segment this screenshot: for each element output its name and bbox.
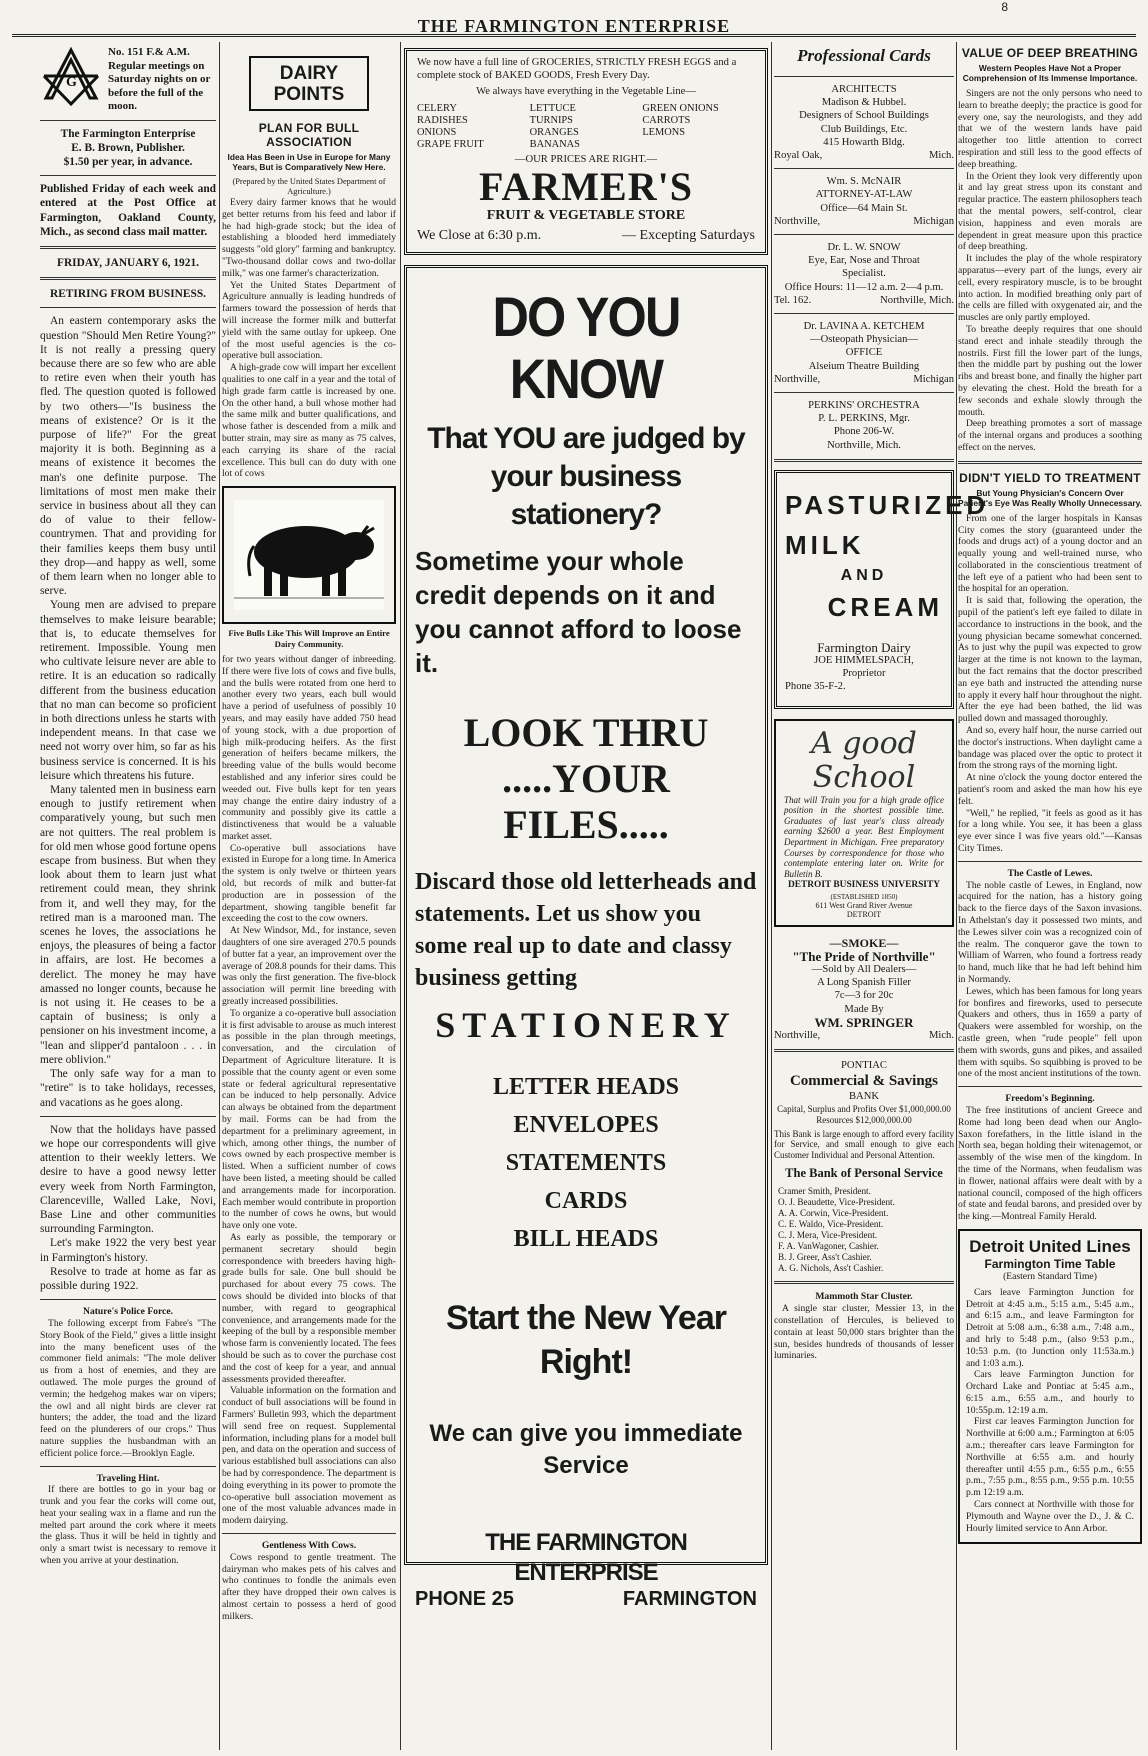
column-divider	[956, 42, 957, 1750]
article-paragraph: At New Windsor, Md., for instance, seven daughters of one sire averaged 270.5 pounds of butter fat a year, an improvement over the average of 208.8 pounds for their dams. This was only the first generation. The five-block association will permit line breeding with greatly increased possibilities.	[222, 925, 396, 1008]
card-line: Northville,	[774, 373, 821, 385]
card-line: Eye, Ear, Nose and Throat	[808, 255, 920, 267]
bank-officer: C. E. Waldo, Vice-President.	[778, 1219, 884, 1230]
bull-association-subhead: Idea Has Been in Use in Europe for Many Years, But is Comparatively New Here.	[227, 152, 391, 172]
do-you-know-headline: DO YOU KNOW	[492, 285, 680, 411]
article-paragraph: A high-grade cow will impart her excellent qualities to one calf in a year and the total of high grade farm cattle is increased by one. On the other hand, a bull whose mother had the same milk and butter qualifications, and whose father is descended from a milk and butter strain, may sire as many as 75 calves, each carrying its share of the racial excellence. This bull can do duty with one lot of cows	[222, 362, 396, 480]
article-paragraph: "Well," he replied, "it feels as good as it has for a long while. You see, it has been a glass eye ever since I was five years old."—Kansas City Times.	[958, 807, 1142, 855]
bank-slogan: The Bank of Personal Service	[785, 1166, 943, 1181]
bank-officer: Cramer Smith, President.	[778, 1186, 871, 1197]
svg-text:G: G	[66, 75, 77, 90]
subscription-price: $1.50 per year, in advance.	[63, 155, 193, 168]
stationery-word: STATIONERY	[435, 1005, 737, 1046]
card-line: PONTIAC	[841, 1060, 887, 1072]
milk-word: CREAM	[827, 591, 943, 622]
timetable-paragraph: First car leaves Farmington Junction for Northville at 6:00 a.m.; Farmington at 6:05 a.m.; thereafter cars leave Farmington for Northville at 6:55 a.m. and hourly thereafter until 4:55 p.m., 6:55 p.m., 6:55 p.m., 7:55 p.m., 8:55 p.m., 9:55 p.m. 10:55 p.m 12:19 a.m.	[966, 1416, 1134, 1499]
article-paragraph: Every dairy farmer knows that he would get better returns from his feed and labor if he had high-grade stock; but the idea of establishing a blooded herd immediately suggests "old glory" farming and bankruptcy. "Two-thousand dollar cows and two-dollar milk," was one farmer's characterization.	[222, 197, 397, 279]
stationery-item: LETTER HEADS	[492, 1074, 680, 1101]
judged-line: That YOU are judged by your business stationery?	[427, 422, 745, 532]
lodge-number: No. 151 F.& A.M.	[108, 46, 190, 58]
bull-illustration	[222, 486, 396, 624]
newspaper-title: THE FARMINGTON ENTERPRISE	[417, 16, 731, 36]
card-line: 7c—3 for 20c	[834, 990, 894, 1002]
card-line: Madison & Hubbel.	[821, 97, 907, 109]
bank-officer: B. J. Greer, Ass't Cashier.	[778, 1252, 872, 1263]
farmers-store-ad	[404, 48, 768, 255]
card-line: Michigan	[913, 215, 954, 227]
bank-officer: C. J. Mera, Vice-President.	[778, 1230, 878, 1241]
retiring-paragraph: Many talented men in business earn enough to justify retirement when comparatively young, but such men are not quitters. The real problem is for old men whose good fortune opens escape from business. But when they look about them to learn just what retirement could mean, they shrink from it, and well they may, for the retired man is a marooned man. The scenes he loves, the associations he enjoys, the pleasures of being a factor in affairs, are lost. He becomes a derelict. The money he may have amassed no longer counts, because he is not using it. He ceases to be a captain of business; is only a pensioner on his investment income, a "lean and slipper'd pantaloon . . . in mere oblivion."	[40, 784, 216, 1066]
school-script-heading: A good School	[811, 725, 917, 795]
column-3	[404, 42, 768, 1750]
card-line: PERKINS' ORCHESTRA	[808, 400, 920, 412]
article-paragraph: Singers are not the only persons who need to learn to breathe deeply; the practice is good for every one, say the neurologists, and they add that we of the western lands have paid altogether too little attention to correct respiration and still less to the good effects of deep breathing.	[958, 88, 1142, 170]
card-line: P. L. PERKINS, Mgr.	[818, 413, 910, 425]
prices-line: —OUR PRICES ARE RIGHT.—	[514, 153, 658, 165]
column-1	[40, 42, 216, 1750]
card-line: ATTORNEY-AT-LAW	[815, 189, 913, 201]
vegetable-item: ONIONS	[417, 126, 457, 138]
article-paragraph: It is said that, following the operation, the pupil of the patient's left eye failed to dilate in accordance to instructions in the book, and the young physician became somewhat concerned. As to just why the pupil was expected to grow larger at the time is not known to the layman, but the fact remains that the doctor prescribed an eye bath and instructed the attending nurse to apply it every half hour throughout the night. After the eye had been bathed, the lid was pulled down and massaged thoroughly.	[958, 595, 1142, 725]
breathing-headline: VALUE OF DEEP BREATHING	[961, 46, 1139, 60]
lewes-headline: The Castle of Lewes.	[1007, 867, 1093, 879]
new-year-line: Start the New Year Right!	[446, 1299, 726, 1382]
card-line: ARCHITECTS	[831, 84, 897, 95]
masthead	[0, 0, 1148, 34]
vegetable-item: RADISHES	[417, 114, 468, 126]
article-paragraph: Co-operative bull associations have existed in Europe for a long time. In America the system is only twelve or thirteen years old, but records of milk and butter-fat production are in possession of the department, showing tangible benefit far exceeding the cost to the cow owners.	[222, 842, 396, 925]
credit-line: Sometime your whole credit depends on it and you cannot afford to loose it.	[415, 546, 742, 679]
closing-time: We Close at 6:30 p.m.	[417, 228, 542, 244]
bank-officer: A. G. Nichols, Ass't Cashier.	[778, 1263, 884, 1274]
retiring-paragraph: An eastern contemporary asks the question "Should Men Retire Young?" It is not really a pressing query because there are so few who are able to retire even when their youth has fled. The question quoted is followed by two others—"Is business the means of existence? Or is it the purpose of life?" For the great majority it is both. Beginning as a means of existence it becomes the man's one definite purpose. The limitations of most men make their service in business about all they can do of value to their fellow-countrymen. That and providing for their families keeps them busy until they drop—and happy as well, some of them learn when no longer able to serve.	[40, 315, 216, 598]
store-name: FARMER'S	[479, 164, 693, 210]
holidays-paragraph: Let's make 1922 the very best year in Farmington's history.	[40, 1237, 216, 1264]
article-paragraph: Lewes, which has been famous for long years for bonfires and fireworks, used to persecute Quakers and others, thus in 1659 a party of Quakers were assembled for worship, on the castle green, when "rude people" fell upon them with swords, guns and pikes, and assailed them with squibs. So squibbing is proved to be one of the most ancient institutions of the town.	[958, 985, 1142, 1080]
smoke-ad	[774, 937, 954, 1043]
article-paragraph: Valuable information on the formation and conduct of bull associations will be found in Farmers' Bulletin 993, which the department will send free on request. Supplemental information, including plans for a model bull pen, and data on the operation and success of various established bull associations can also be had by correspondence. The department is doing everything in its power to promote the co-operative bull association movement as one of the most valuable advances made in modern dairying.	[222, 1385, 396, 1527]
travel-headline: Traveling Hint.	[96, 1472, 160, 1484]
card-line: Capital, Surplus and Profits Over $1,000,000.00	[777, 1103, 951, 1114]
bank-officer: O. J. Beaudette, Vice-President.	[778, 1197, 895, 1208]
stationery-ad	[404, 265, 768, 1611]
lodge-notice	[40, 46, 216, 114]
timetable-paragraph: Cars leave Farmington Junction for Orchard Lake and Pontiac at 5:45 a.m., 6:15 a.m., 6:55 a.m., and hourly to 10:55p.m. 12:19 a.m.	[966, 1369, 1134, 1416]
freedom-headline: Freedom's Beginning.	[1005, 1093, 1095, 1105]
column-4	[774, 42, 990, 1750]
travel-text: If there are bottles to go in your bag or trunk and you fear the corks will come out, heat your sealing wax in a flame and run the melted part around the cork where it meets the glass. Thus it will be held in tightly and only a smart twist is necessary to remove it when you arrive at your destination.	[40, 1484, 216, 1567]
card-line: Michigan	[913, 373, 954, 385]
store-hours	[417, 228, 755, 244]
dairy-name: Farmington Dairy	[817, 639, 911, 655]
dairy-role: Proprietor	[842, 668, 886, 680]
vegetable-item: CELERY	[417, 102, 457, 114]
osteopath-card	[774, 320, 954, 386]
article-paragraph: It includes the play of the whole respiratory apparatus—every part of the lungs, every air cell, every respiratory muscle, is to be brought into action. In modified breathing only part of the cells are filled with oxygenated air, and the muscles are only partly employed.	[958, 253, 1142, 324]
bank-officers	[774, 1186, 954, 1274]
card-line: Northville,	[774, 215, 821, 227]
retiring-paragraph: Young men are advised to prepare themselves to make leisure bearable; that is, to educate themselves for retirement. Impossible. Young men who cultivate leisure never are able to retire. It is an education so radically different from the business education that no man can become so proficient in both directions unless he starts with independent means. In that case we need not worry over him, so far as his business service is concerned. It is his leisure which threatens his future.	[40, 599, 216, 782]
column-divider	[771, 42, 772, 1750]
card-line: Northville, Mich.	[880, 294, 954, 306]
police-headline: Nature's Police Force.	[83, 1306, 173, 1318]
article-paragraph: The free institutions of ancient Greece and Rome had long been dead when our Anglo-Saxon forefathers, in the little island in the North sea, began holding their witenagemot, or assembly of the wise men of the kingdom. In the time of the Normans, when feudalism was in flower, national affairs were dealt with by a national council, composed of the high officers of state and feudal barons, and presided over by the king.—Montreal Family Herald.	[958, 1104, 1142, 1223]
dairy-phone: Phone 35-F-2.	[785, 681, 846, 693]
discard-line: Discard those old letterheads and statements. Let us show you some real up to date and classy business getting	[415, 869, 757, 992]
stationery-item: STATEMENTS	[505, 1150, 667, 1177]
article-paragraph: To breathe deeply requires that one should stand erect and inhale steadily through the nostrils. First fill the lower part of the lungs, then the middle part by pushing out the lower ribs and breast bone, and finally the higher part by elevating the chest. Hold the breath for a few seconds and exhale slowly through the mouth.	[958, 323, 1142, 418]
enterprise-signature: THE FARMINGTON ENTERPRISE	[485, 1529, 687, 1587]
vegetable-item: GRAPE FRUIT	[417, 138, 484, 150]
card-line: Alseium Theatre Building	[808, 360, 920, 372]
article-paragraph: for two years without danger of inbreeding. If there were five lots of cows and five bulls, and the bulls were rotated from one herd to another every two years, each bull would have a period of usefulness of possibly 10 years, and may easily have added 750 head of young stock, with a due proportion of high milk-producing heifers. As the first generation of heifers became milkers, the breeding value of the bulls would become established and any inferior sires could be weeded out. Five bulls kept for ten years may change the entire dairy industry of a community and possibly give its cattle a distinctiveness that would be a valuable market asset.	[222, 653, 396, 842]
look-thru-files: LOOK THRU .....YOUR FILES.....	[463, 710, 709, 848]
retiring-headline: RETIRING FROM BUSINESS.	[49, 288, 207, 301]
card-line: —Osteopath Physician—	[810, 334, 918, 346]
cows-text: Cows respond to gentle treatment. The dairyman who makes pets of his calves and who continues to fondle the animals even after they have dropped their own calves is almost certain to possess a herd of good milkers.	[222, 1551, 396, 1622]
milk-word: PASTURIZED	[785, 489, 990, 520]
dairy-points-box: DAIRY POINTS	[249, 56, 369, 111]
holidays-paragraph: Now that the holidays have passed we hope our correspondents will give attention to their weekly letters. We desire to have a good newsy letter every week from North Farmington, Clarenceville, Walled Lake, Novi, Base Line and other communities surrounding Farmington.	[40, 1123, 216, 1236]
doctor-card	[774, 241, 954, 307]
card-line: Tel. 162.	[774, 294, 812, 306]
dairy-owner: JOE HIMMELSPACH,	[814, 655, 914, 667]
stationery-items	[415, 1068, 757, 1258]
card-line: Designers of School Buildings	[799, 110, 929, 122]
card-line: Mich.	[928, 150, 954, 162]
closing-exception: — Excepting Saturdays	[622, 228, 755, 244]
vegetable-item: TURNIPS	[529, 114, 573, 126]
timetable-standard: (Eastern Standard Time)	[1003, 1270, 1097, 1282]
dairy-milk-ad	[774, 470, 990, 709]
article-paragraph: Deep breathing promotes a sort of massage of the internal organs and produces a soothing effect on the nerves.	[958, 418, 1142, 453]
card-line: "The Pride of Northville"	[792, 948, 936, 964]
yield-headline: DIDN'T YIELD TO TREATMENT	[959, 470, 1141, 485]
page-number: 8	[1001, 0, 1008, 14]
timetable-paragraph: Cars leave Farmington Junction for Detroit at 4:45 a.m., 5:15 a.m., 5:45 a.m., and 6:15 a.m., and leave Farmington for Detroit at 5:08 a.m., 6:38 a.m., 7:48 a.m., and hrly to 5:48 p.m., (also 9:53 p.m., 10:53 p.m. (to Junction only 11:53a.m.) and 1:03 a.m.).	[966, 1286, 1134, 1369]
bank-name: Commercial & Savings	[789, 1073, 939, 1090]
card-line: Northville,	[774, 1030, 821, 1042]
milk-word: MILK	[785, 529, 865, 560]
card-line: A Long Spanish Filler	[817, 977, 911, 989]
school-name: DETROIT BUSINESS UNIVERSITY	[788, 880, 940, 891]
orchestra-card	[774, 399, 954, 452]
article-paragraph: In the Orient they look very differently upon it and lay great stress upon its constant and regular practice. The eastern philosophers teach that the mental powers, self-control, clear vision, happiness and even morals are dependent in great measure upon this practice of deep breathing.	[958, 170, 1142, 253]
column-2	[222, 42, 396, 1750]
store-subtitle: FRUIT & VEGETABLE STORE	[486, 208, 686, 224]
card-line: Office—64 Main St.	[820, 202, 908, 214]
vegetable-item: LEMONS	[642, 126, 686, 138]
card-line: Resources $12,000,000.00	[816, 1114, 912, 1125]
card-line: Specialist.	[842, 268, 886, 280]
stationery-item: BILL HEADS	[513, 1226, 659, 1253]
article-paragraph: As early as possible, the temporary or permanent secretary should begin correspondence with breeders having high-grade bulls for sale. One bull should be purchased for about every 75 cows. The cows should be divided into blocks of that number, with regard to geographical convenience, and arrangements made for the keeping of the bull by a responsible member whose farm is conveniently located. The fees should be such as to cover the purchase cost and the cost of keep for a year, and annual assessments provided thereafter.	[222, 1231, 396, 1385]
bull-association-headline: PLAN FOR BULL ASSOCIATION	[258, 121, 360, 149]
enterprise-phone: PHONE 25	[415, 1588, 514, 1611]
masonic-emblem-icon	[40, 46, 102, 108]
bull-image	[234, 500, 384, 610]
article-paragraph: From one of the larger hospitals in Kansas City comes the story (guaranteed under the foods and drugs act) of a young doctor and an equally young and well-trained nurse, who collaborated in the conscientious treatment of the left eye of a patient who had been sent to the hospital for an operation.	[958, 512, 1142, 595]
school-text: That will Train you for a high grade office position in the shortest possible time. Graduates of last year's class already earning $2600 a year. Best Employment Department in Michigan. Free preparatory Courses by correspondence for those who contemplate entering later on. Write for Bulletin B.	[784, 794, 944, 879]
cows-headline: Gentleness With Cows.	[261, 1539, 357, 1551]
masthead-rule	[12, 34, 1136, 37]
cluster-text: A single star cluster, Messier 13, in the constellation of Hercules, is believed to contain at least 50,000 stars brighter than the sun, besides hundreds of thousands of lesser luminaries.	[774, 1303, 954, 1362]
article-paragraph: The noble castle of Lewes, in England, now acquired for the nation, has a history going back to the fierce days of the Saxon invasions. In Athelstan's day it possessed two mints, and the Lewes silver coin was a recognized coin of the realm. The conqueror gave the town to William of Warren, who found a fortress ready to hand, much like that he had left behind him in Normandy.	[958, 879, 1142, 985]
card-line: Dr. LAVINA A. KETCHEM	[803, 321, 925, 333]
card-line: Northville, Mich.	[827, 439, 901, 451]
card-line: BANK	[848, 1091, 880, 1103]
column-divider	[400, 42, 401, 1750]
card-line: Office Hours: 11—12 a.m. 2—4 p.m.	[784, 281, 944, 293]
card-line: Wm. S. McNAIR	[826, 176, 902, 188]
enterprise-contact	[415, 1588, 757, 1611]
service-line: We can give you immediate Service	[429, 1420, 743, 1480]
article-paragraph: To organize a co-operative bull association it is first advisable to arouse as much interest as possible in the plan through meetings, conversation, and the circulation of Department of Agriculture literature. It is possible that the county agent or even some state or federal agricultural representative can be induced to help personally. Advice can always be obtained from the department by mail. Forms can be had from the department for a preliminary agreement, in which, among other things, the number of cows owned by each prospective member is listed. When a sufficient number of cows have been listed, a meeting should be called and arrangements made for incorporation. Each member would contribute in proportion to the number of cows he owns, but would have only one vote.	[222, 1007, 396, 1232]
bank-officer: A. A. Corwin, Vice-President.	[778, 1208, 889, 1219]
yield-subhead: But Young Physician's Concern Over Patient's Eye Was Really Wholly Unnecessary.	[958, 487, 1142, 508]
timetable-paragraph: Cars connect at Northville with those for Plymouth and Wayne over the D., J. & C. Hourly limited service to Ann Arbor.	[966, 1499, 1134, 1534]
grocery-intro: We now have a full line of GROCERIES, STRICTLY FRESH EGGS and a complete stock of BAKED GOODS, Fresh Every Day.	[417, 57, 737, 81]
vegetable-item: CARROTS	[642, 114, 691, 126]
bull-caption: Five Bulls Like This Will Improve an Entire Dairy Community.	[228, 628, 390, 649]
column-5	[958, 42, 1142, 1750]
stationery-item: ENVELOPES	[513, 1112, 659, 1139]
card-line: OFFICE	[845, 347, 883, 359]
bank-officer: F. A. VanWagoner, Cashier.	[778, 1241, 879, 1252]
article-paragraph: Yet the United States Department of Agriculture annually is leading hundreds of farmers toward the possession of herds that will increase the former milk and butterfat yield with the same outlay for upkeep. One of the most useful agencies is the co-operative bull association.	[222, 279, 396, 362]
column-divider	[219, 42, 220, 1750]
police-text: The following excerpt from Fabre's "The Story Book of the Field," gives a little insight into the many beneficent uses of the commoner field animals: "The mole deliver us from a host of enemies, and they are outlawed. The mole purges the ground of vermin; the hedgehog makes war on vipers; the owl and all night birds are clever rat hunters; the adder, the toad and the lizard feed on the plunderers of our crops." Thus nature supplies the husbandman with an efficient police force.—Brooklyn Eagle.	[40, 1317, 216, 1459]
timetable-subtitle: Farmington Time Table	[984, 1256, 1116, 1271]
issue-date: FRIDAY, JANUARY 6, 1921.	[57, 256, 199, 269]
vegetable-item: GREEN ONIONS	[642, 102, 719, 114]
vegetable-list	[417, 103, 755, 151]
card-line: Phone 206-W.	[833, 426, 895, 438]
card-line: Dr. L. W. SNOW	[827, 242, 901, 254]
publisher: E. B. Brown, Publisher.	[71, 141, 185, 154]
timetable-title: Detroit United Lines	[969, 1236, 1131, 1256]
school-city: DETROIT	[846, 909, 882, 919]
professional-cards-title: Professional Cards	[797, 46, 931, 65]
vegetable-item: BANANAS	[529, 138, 580, 150]
card-line: WM. SPRINGER	[814, 1014, 914, 1030]
lawyer-card	[774, 175, 954, 228]
vegetable-intro: We always have everything in the Vegetable Line—	[476, 86, 696, 98]
business-school-ad	[774, 719, 954, 927]
timetable-box	[958, 1229, 1142, 1545]
breathing-subhead: Western Peoples Have Not a Proper Comprehension of Its Immense Importance.	[962, 63, 1138, 83]
vegetable-item: LETTUCE	[529, 102, 576, 114]
article-paragraph: And so, every half hour, the nurse carried out the doctor's instructions. When daylight came a bandage was placed over the optic to protect it from the strong rays of the morning light.	[958, 725, 1142, 772]
card-line: 415 Howarth Bldg.	[823, 136, 905, 148]
publication-notice: Published Friday of each week and entered at the Post Office at Farmington, Oakland County, Mich., as second class mail matter.	[40, 183, 216, 238]
retiring-paragraph: The only safe way for a man to "retire" is to take holidays, recesses, and vacations as he goes along.	[40, 1068, 216, 1109]
enterprise-town: FARMINGTON	[622, 1588, 757, 1611]
paper-name: The Farmington Enterprise	[60, 127, 196, 140]
article-paragraph: At nine o'clock the young doctor entered the patient's room and asked the man how his eye felt.	[958, 772, 1142, 807]
holidays-paragraph: Resolve to trade at home as far as possible during 1922.	[40, 1265, 216, 1292]
lodge-text: Regular meetings on Saturday nights on or before the full of the moon.	[108, 59, 211, 112]
card-line: —Sold by All Dealers—	[811, 964, 917, 976]
card-line: Mich.	[928, 1030, 954, 1042]
card-line: Made By	[844, 1003, 884, 1015]
bank-ad	[774, 1059, 954, 1274]
stationery-item: CARDS	[544, 1188, 628, 1215]
card-line: —SMOKE—	[829, 935, 899, 950]
milk-word: AND	[840, 566, 888, 584]
architects-card	[774, 83, 954, 162]
card-line: This Bank is large enough to afford every facility for Service, and small enough to give each Customer Individual and Personal Attention.	[774, 1128, 954, 1160]
cluster-headline: Mammoth Star Cluster.	[815, 1291, 913, 1303]
vegetable-item: ORANGES	[529, 126, 579, 138]
card-line: Royal Oak,	[774, 150, 823, 162]
article-credit: (Prepared by the United States Department of Agriculture.)	[232, 177, 386, 196]
school-address: 611 West Grand River Avenue	[815, 900, 913, 910]
school-established: (ESTABLISHED 1850)	[830, 892, 898, 901]
card-line: Club Buildings, Etc.	[820, 123, 908, 135]
